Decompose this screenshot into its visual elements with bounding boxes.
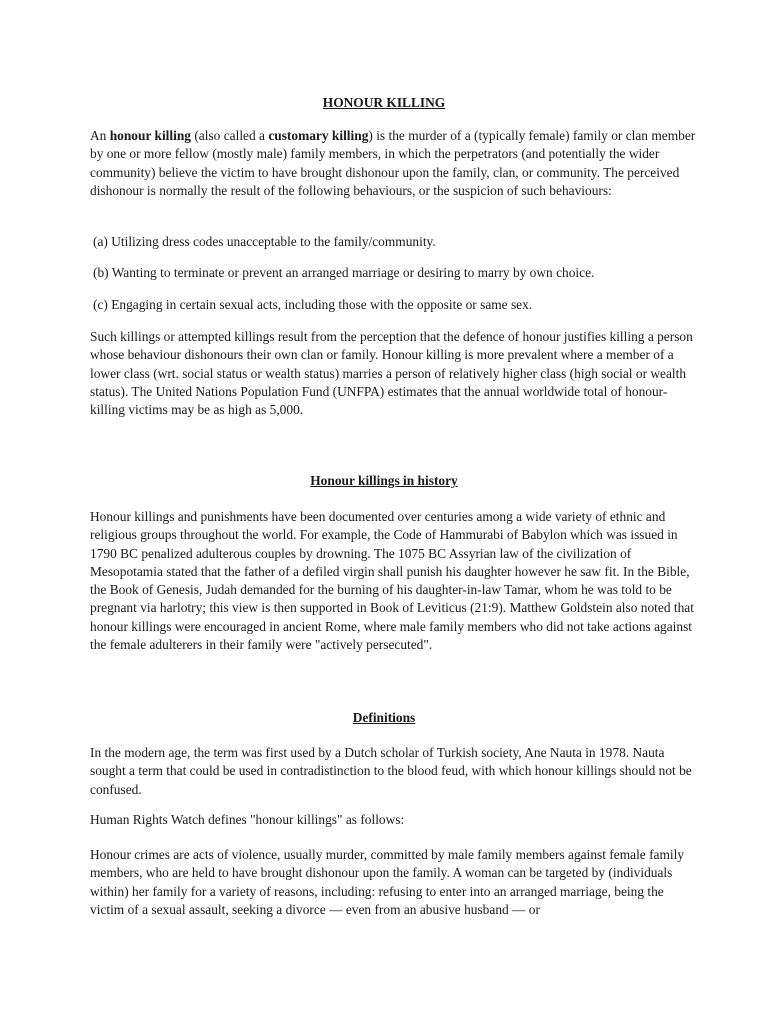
term-honour-killing: honour killing — [109, 128, 191, 143]
intro-text-1: An — [90, 128, 110, 143]
such-killings-paragraph: Such killings or attempted killings result from the perception that the defence of honour justifies killing a person whose behaviour dishonours their own clan or family. Honour killing is more prevalent where a member of a lower class (wrt. social status or wealth status) marries a person of relatively higher class (high social or wealth status). The United Nations Population Fund (UNFPA) estimates that the annual worldwide total of honour-killing victims may be as high as 5,000. — [90, 329, 693, 418]
intro-text-2: (also called a — [190, 128, 269, 143]
definitions-paragraph-2: Human Rights Watch defines "honour killings" as follows: — [90, 812, 405, 827]
term-customary-killing: customary killing — [268, 128, 369, 143]
list-item-c: (c) Engaging in certain sexual acts, including those with the opposite or same sex. — [93, 297, 533, 312]
page-title: HONOUR KILLING — [322, 95, 446, 110]
intro-paragraph — [90, 127, 696, 200]
intro-text-3: ) is the murder of a (typically female) family or clan member by one or more fellow (mostly male) family members, in which the perpetrators (and potentially the wider community) believe the victim to have brought dishonour upon the family, clan, or community. The perceived dishonour is normally the result of the following behaviours, or the suspicion of such behaviours: — [90, 128, 696, 198]
history-paragraph: Honour killings and punishments have been documented over centuries among a wide variety of ethnic and religious groups throughout the world. For example, the Code of Hammurabi of Babylon which was issued in 1790 BC penalized adulterous couples by drowning. The 1075 BC Assyrian law of the civilization of Mesopotamia stated that the father of a defiled virgin shall punish his daughter however he saw fit. In the Bible, the Book of Genesis, Judah demanded for the burning of his daughter-in-law Tamar, whom he was told to be pregnant via harlotry; this view is then supported in Book of Leviticus (21:9). Matthew Goldstein also noted that honour killings were encouraged in ancient Rome, where male family members who did not take actions against the female adulterers in their family were "actively persecuted". — [90, 509, 694, 653]
definitions-paragraph-3: Honour crimes are acts of violence, usually murder, committed by male family members against female family members, who are held to have brought dishonour upon the family. A woman can be targeted by (individuals within) her family for a variety of reasons, including: refusing to enter into an arranged marriage, being the victim of a sexual assault, seeking a divorce — even from an abusive husband — or — [90, 847, 685, 917]
list-item-b: (b) Wanting to terminate or prevent an arranged marriage or desiring to marry by own choice. — [93, 265, 595, 280]
definitions-paragraph-1: In the modern age, the term was first used by a Dutch scholar of Turkish society, Ane Nauta in 1978. Nauta sought a term that could be used in contradistinction to the blood feud, with which honour killings should not be confused. — [90, 745, 692, 797]
definitions-heading: Definitions — [352, 710, 416, 725]
list-item-a: (a) Utilizing dress codes unacceptable to the family/community. — [93, 234, 436, 249]
history-heading: Honour killings in history — [310, 473, 458, 488]
